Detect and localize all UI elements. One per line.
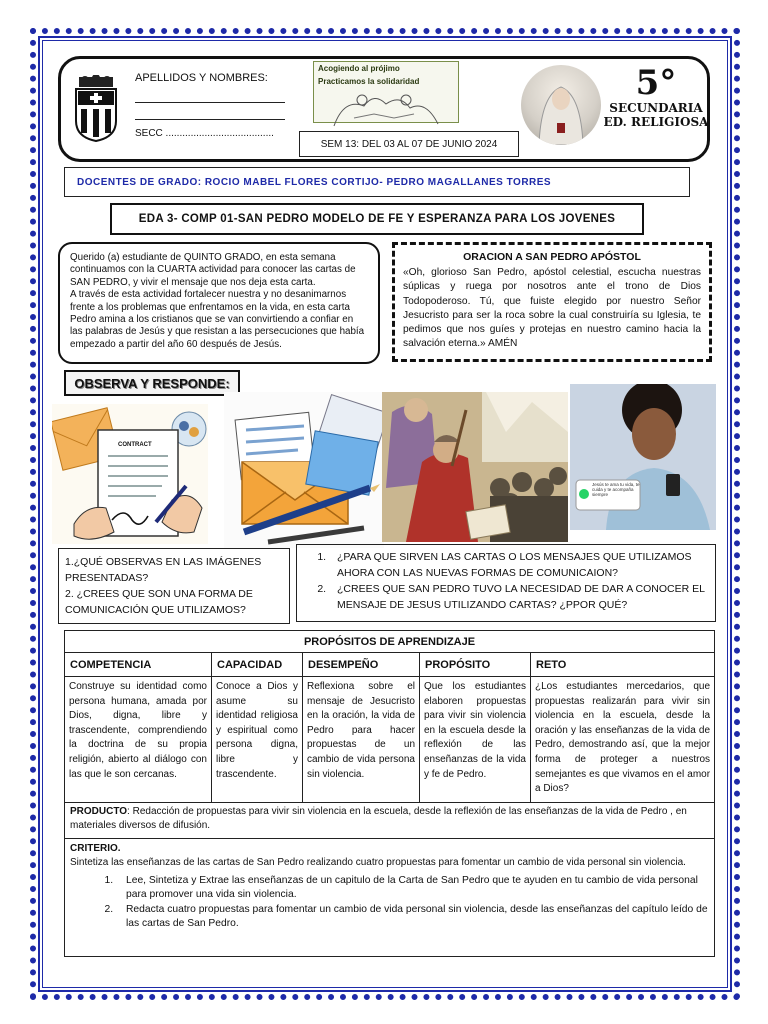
name-label: APELLIDOS Y NOMBRES: (135, 72, 268, 84)
criterio-item-2: 2. Redacta cuatro propuestas para fomentar un cambio de vida personal sin violencia, desde las enseñanzas del capítulo leído de las cartas de San Pedro. (116, 903, 709, 931)
banner-line-2: Practicamos la solidaridad (318, 77, 420, 86)
week-dates: SEM 13: DEL 03 AL 07 DE JUNIO 2024 (299, 131, 519, 157)
intro-paragraph-2: A través de esta actividad fortalecer nuestra y no desanimarnos frente a los problemas que enfrentamos en la vida, en esta carta Pedro amina a los cristianos que se van convirtiendo a confiar en las palabras de Jesús y que resistan a las persecuciones que había empezado a partir del año 60 después de Jesús. (70, 289, 365, 350)
intro-paragraph-1: Querido (a) estudiante de QUINTO GRADO, en esta semana continuamos con la CUARTA actividad para conocer las cartas de SAN PEDRO, y vivir el mensaje que nos deja esta carta. (70, 252, 356, 288)
teachers-bar: DOCENTES DE GRADO: ROCIO MABEL FLORES CORTIJO- PEDRO MAGALLANES TORRES (64, 167, 690, 197)
question-right-1: 1. ¿PARA QUE SIRVEN LAS CARTAS O LOS MENSAJES QUE UTILIZAMOS AHORA CON LAS NUEVAS FORMAS DE COMUNICAION? (329, 549, 709, 581)
cell-desempeno: Reflexiona sobre el mensaje de Jesucristo en la oración, la vida de Pedro para hacer propuestas de un cambio de vida persona sin violencia. (303, 677, 420, 803)
criterio-text: Sintetiza las enseñanzas de las cartas de San Pedro realizando cuatro propuestas para fomentar un cambio de vida personal sin violencia. (70, 857, 686, 868)
prayer-box (392, 242, 712, 362)
question-2: 2. ¿CREES QUE SON UNA FORMA DE COMUNICACIÓN QUE UTILIZAMOS? (65, 588, 253, 616)
criterio-row (65, 839, 715, 957)
header-competencia: COMPETENCIA (65, 653, 212, 677)
chat-bubble-text: Jesús te ama tu vida, te cuida y te acompaña siempre (592, 482, 640, 498)
contract-signing-image (52, 404, 208, 544)
banner-line-1: Acogiendo al prójimo (318, 64, 400, 73)
product-label: PRODUCTO (70, 806, 128, 817)
intro-letter (58, 242, 380, 364)
subject-name: ED. RELIGIOSA (603, 115, 709, 129)
section-label: SECC ....................................... (135, 128, 274, 139)
grade-block (601, 65, 711, 129)
virgin-mary-image (521, 65, 601, 145)
criterio-item-1: 1. Lee, Sintetiza y Extrae las enseñanzas de un capitulo de la Carta de San Pedro que te ayuden en tu cambio de vida personal para promover una vida sin violencia. (116, 874, 709, 902)
student-name-block (135, 71, 285, 141)
cell-reto: ¿Los estudiantes mercedarios, que propuestas realizarán para vivir sin violencia en la escuela, desde la oración y las enseñanzas de la vida de Pedro, demostrando así, que la mejor forma de proteger a nuestros semejantes es que vivamos en el amor a Dios? (531, 677, 715, 803)
header-capacidad: CAPACIDAD (212, 653, 303, 677)
letters-envelope-image (224, 392, 384, 548)
contract-caption: CONTRACT (118, 442, 152, 448)
question-right-2: 2. ¿CREES QUE SAN PEDRO TUVO LA NECESIDAD DE DAR A CONOCER EL MENSAJE DE JESUS UTILIZANDO CARTAS? ¿PPOR QUÉ? (329, 581, 709, 613)
young-man-phone-image (570, 384, 716, 530)
learning-purposes-table (64, 630, 715, 957)
prayer-title: ORACION A SAN PEDRO APÓSTOL (463, 251, 641, 263)
prayer-text: «Oh, glorioso San Pedro, apóstol celestial, escucha nuestras súplicas y ruega por nosotros ante el trono de Dios Todopoderoso. Tú, que fuiste elegido por nuestro Señor Jesucristo para ser la roca sobre la cual construiría su Iglesia, te pedimos que nos guíes y protejas en nuestro camino hacia la salvación eterna.» AMÉN (403, 267, 701, 350)
saint-peter-writing-image (382, 392, 568, 542)
solidarity-banner (313, 61, 459, 123)
cell-capacidad: Conoce a Dios y asume su identidad religiosa y espiritual como persona digna, libre y trascendente. (212, 677, 303, 803)
grade-number: 5° (635, 63, 677, 103)
criterio-label: CRITERIO. (70, 843, 121, 854)
unit-title: EDA 3- COMP 01-SAN PEDRO MODELO DE FE Y ESPERANZA PARA LOS JOVENES (110, 203, 644, 235)
header-reto: RETO (531, 653, 715, 677)
name-line[interactable] (135, 89, 285, 103)
observa-label: OBSERVA Y RESPONDE: (64, 370, 240, 396)
name-line-2[interactable] (135, 106, 285, 120)
grade-level: SECUNDARIA (609, 101, 703, 115)
question-1: 1.¿QUÉ OBSERVAS EN LAS IMÁGENES PRESENTADAS? (65, 556, 262, 584)
product-text: : Redacción de propuestas para vivir sin violencia en la escuela, desde la reflexión de las enseñanzas de la vida de Pedro , en materiales diversos de difusión. (70, 806, 687, 831)
questions-left (58, 548, 290, 624)
school-crest-icon (73, 75, 119, 143)
banner-sketch-icon (314, 88, 460, 128)
worksheet-header (58, 56, 710, 162)
cell-proposito: Que los estudiantes elaboren propuestas para vivir sin violencia en la escuela desde la reflexión de las enseñanzas de la vida y fe de Pedro. (420, 677, 531, 803)
cell-competencia: Construye su identidad como persona humana, amada por Dios, digna, libre y trascendente, comprendiendo la doctrina de su propia religión, abierto al diálogo con las que le son cercanas. (65, 677, 212, 803)
table-title: PROPÓSITOS DE APRENDIZAJE (65, 631, 715, 653)
header-proposito: PROPÓSITO (420, 653, 531, 677)
product-row (65, 803, 715, 839)
questions-right (296, 544, 716, 622)
header-desempeno: DESEMPEÑO (303, 653, 420, 677)
